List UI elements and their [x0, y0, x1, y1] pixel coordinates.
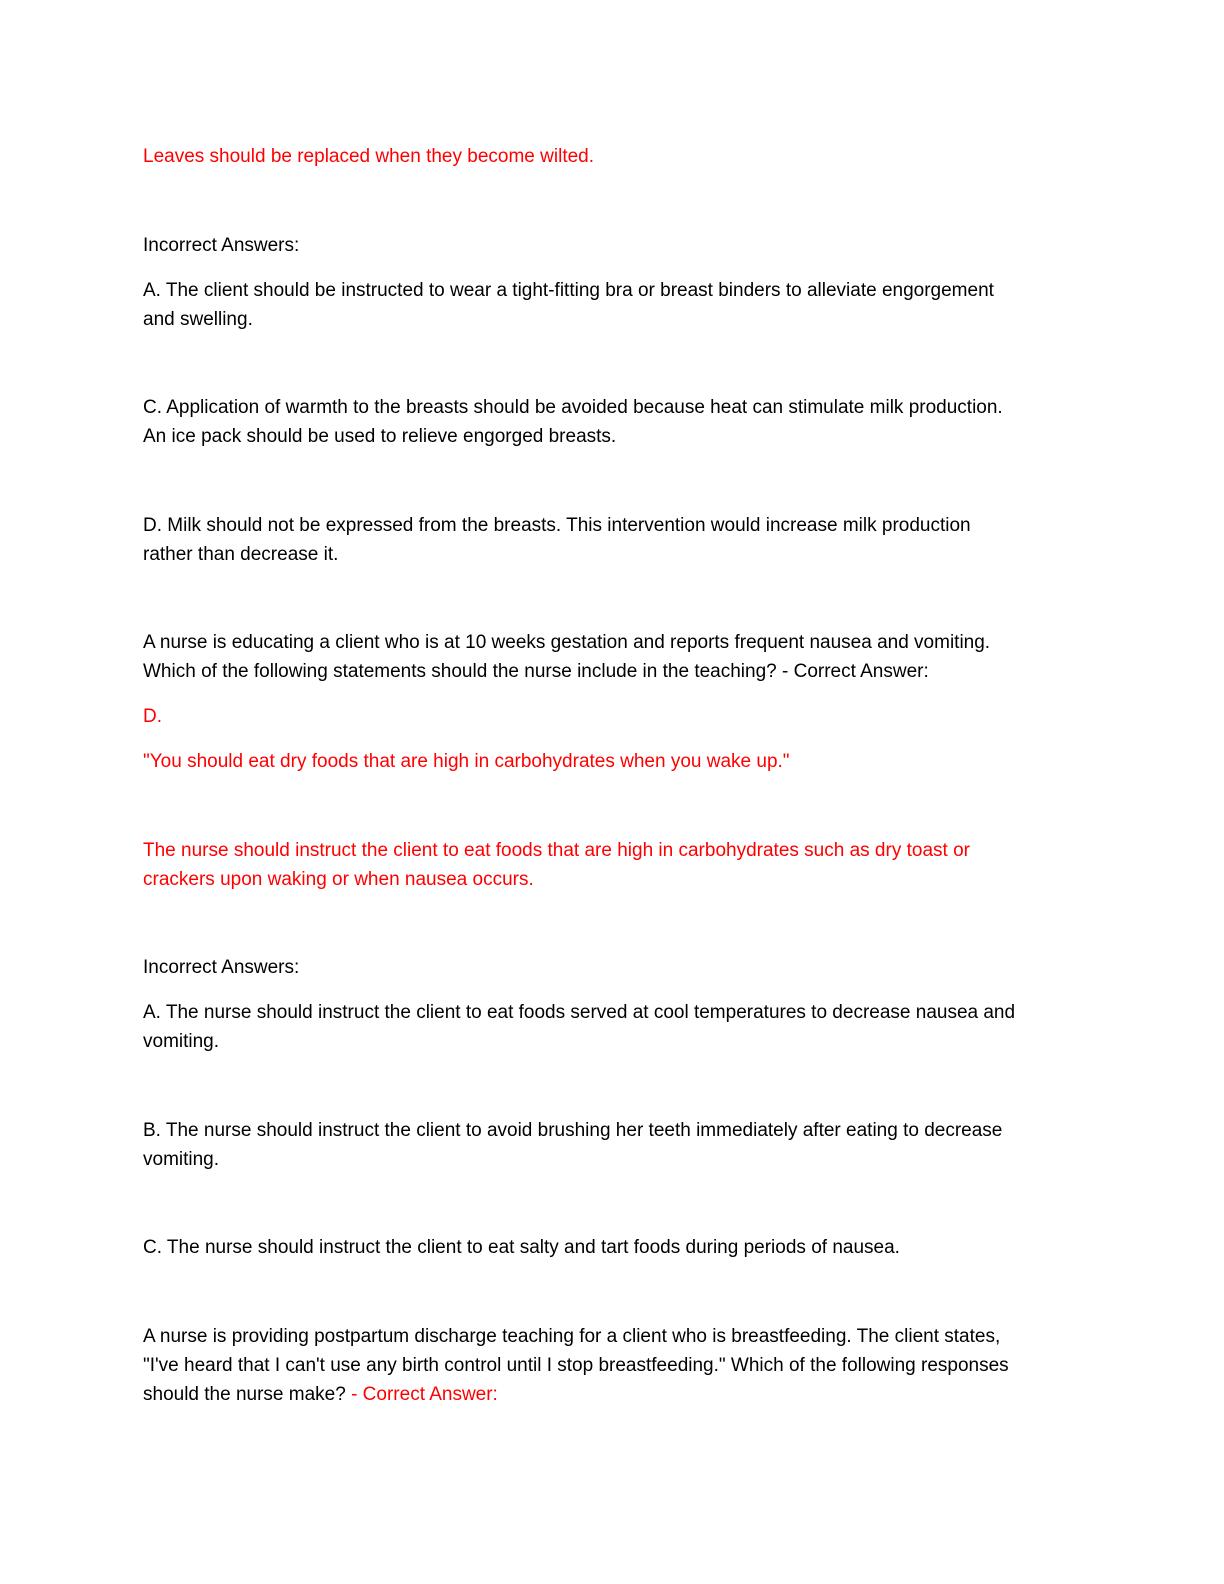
- rationale-line1: The nurse should instruct the client to eat foods that are high in carbohydrates such as dry toast or: [143, 840, 970, 861]
- incorrect-answers-heading: Incorrect Answers:: [143, 235, 300, 256]
- incorrect-answer-a-line1: A. The client should be instructed to wear a tight-fitting bra or breast binders to alleviate engorgement: [143, 280, 994, 301]
- incorrect-answer-a-line2: vomiting.: [143, 1031, 220, 1052]
- rationale-line2: crackers upon waking or when nausea occurs.: [143, 869, 534, 890]
- rationale-text: Leaves should be replaced when they become wilted.: [143, 146, 595, 167]
- question-line1: A nurse is providing postpartum discharge teaching for a client who is breastfeeding. The client states,: [143, 1326, 1001, 1347]
- question-line2: "I've heard that I can't use any birth control until I stop breastfeeding." Which of the following responses: [143, 1355, 1009, 1376]
- question-line3: [143, 1384, 1093, 1406]
- incorrect-answer-b-line1: B. The nurse should instruct the client to avoid brushing her teeth immediately after eating to decrease: [143, 1120, 1003, 1141]
- incorrect-answer-c-line1: C. The nurse should instruct the client to eat salty and tart foods during periods of nausea.: [143, 1237, 900, 1258]
- question-line1: A nurse is educating a client who is at 10 weeks gestation and reports frequent nausea and vomiting.: [143, 632, 991, 653]
- question-line2: Which of the following statements should the nurse include in the teaching? - Correct Answer:: [143, 661, 929, 682]
- correct-answer-letter: D.: [143, 706, 162, 727]
- incorrect-answer-d-line1: D. Milk should not be expressed from the breasts. This intervention would increase milk production: [143, 515, 971, 536]
- incorrect-answer-b-line2: vomiting.: [143, 1149, 220, 1170]
- correct-answer-text: "You should eat dry foods that are high in carbohydrates when you wake up.": [143, 751, 790, 772]
- correct-answer-label: - Correct Answer:: [345, 1384, 498, 1405]
- question-line3-text: should the nurse make?: [143, 1384, 346, 1405]
- incorrect-answer-c-line2: An ice pack should be used to relieve engorged breasts.: [143, 426, 617, 447]
- incorrect-answer-a-line2: and swelling.: [143, 309, 253, 330]
- incorrect-answer-a-line1: A. The nurse should instruct the client to eat foods served at cool temperatures to decrease nausea and: [143, 1002, 1016, 1023]
- incorrect-answers-heading: Incorrect Answers:: [143, 957, 300, 978]
- incorrect-answer-c-line1: C. Application of warmth to the breasts should be avoided because heat can stimulate milk production.: [143, 397, 1003, 418]
- incorrect-answer-d-line2: rather than decrease it.: [143, 544, 339, 565]
